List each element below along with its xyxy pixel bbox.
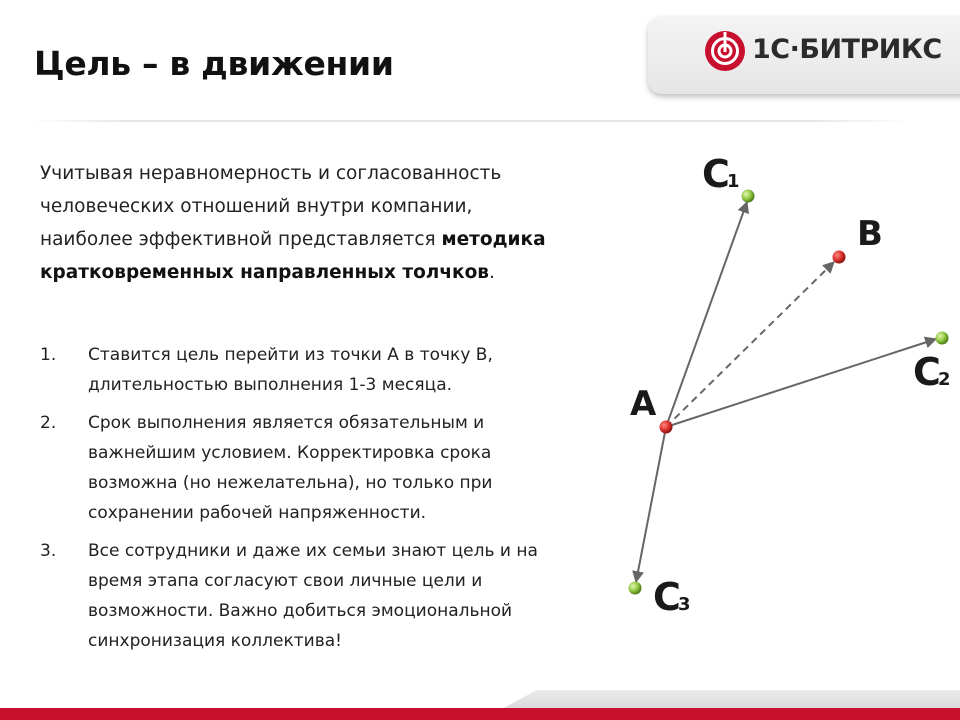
label-c3: C [653, 575, 681, 619]
intro-end: . [489, 262, 495, 283]
logo-text: 1С·БИТРИКС [752, 34, 942, 65]
list-item [40, 340, 560, 400]
bitrix-logo-icon [704, 30, 746, 72]
label-b: B [857, 214, 883, 254]
footer-tab [500, 690, 960, 710]
intro-bold: методика кратковременных направленных толчков [40, 229, 546, 283]
list-item [40, 536, 560, 656]
list-text: Ставится цель перейти из точки А в точку В, длительностью выполнения 1-3 месяца. [88, 345, 493, 395]
list-text: Срок выполнения является обязательным и важнейшим условием. Корректировка срока возможна (но нежелательна), но только при сохранении рабочей напряженности. [88, 413, 493, 523]
list-number: 3. [40, 541, 57, 561]
page-title: Цель – в движении [34, 44, 394, 83]
point-b [833, 251, 846, 264]
point-a [660, 421, 673, 434]
intro-paragraph [40, 157, 570, 289]
label-c1: C [702, 152, 730, 196]
list-number: 1. [40, 345, 57, 365]
arrow-to-c3 [636, 427, 666, 582]
label-a: A [630, 384, 657, 424]
steps-list [40, 340, 560, 664]
title-divider [30, 120, 910, 122]
arrow-to-b [666, 262, 834, 427]
label-c2: C [913, 350, 941, 394]
label-c3-sub: 3 [678, 594, 691, 615]
point-c2 [936, 332, 949, 345]
intro-text: Учитывая неравномерность и согласованность человеческих отношений внутри компании, наиболее эффективной представляется [40, 163, 502, 250]
point-c3 [629, 582, 642, 595]
vector-diagram [600, 130, 960, 630]
list-item [40, 408, 560, 528]
list-number: 2. [40, 413, 57, 433]
label-c2-sub: 2 [938, 369, 951, 390]
arrow-to-c2 [666, 339, 936, 427]
list-text: Все сотрудники и даже их семьи знают цель и на время этапа согласуют свои личные цели и возможности. Важно добиться эмоциональной синхронизация коллектива! [88, 541, 538, 651]
arrow-to-c1 [666, 202, 747, 427]
point-c1 [742, 190, 755, 203]
footer-bar [0, 708, 960, 720]
label-c1-sub: 1 [727, 171, 740, 192]
